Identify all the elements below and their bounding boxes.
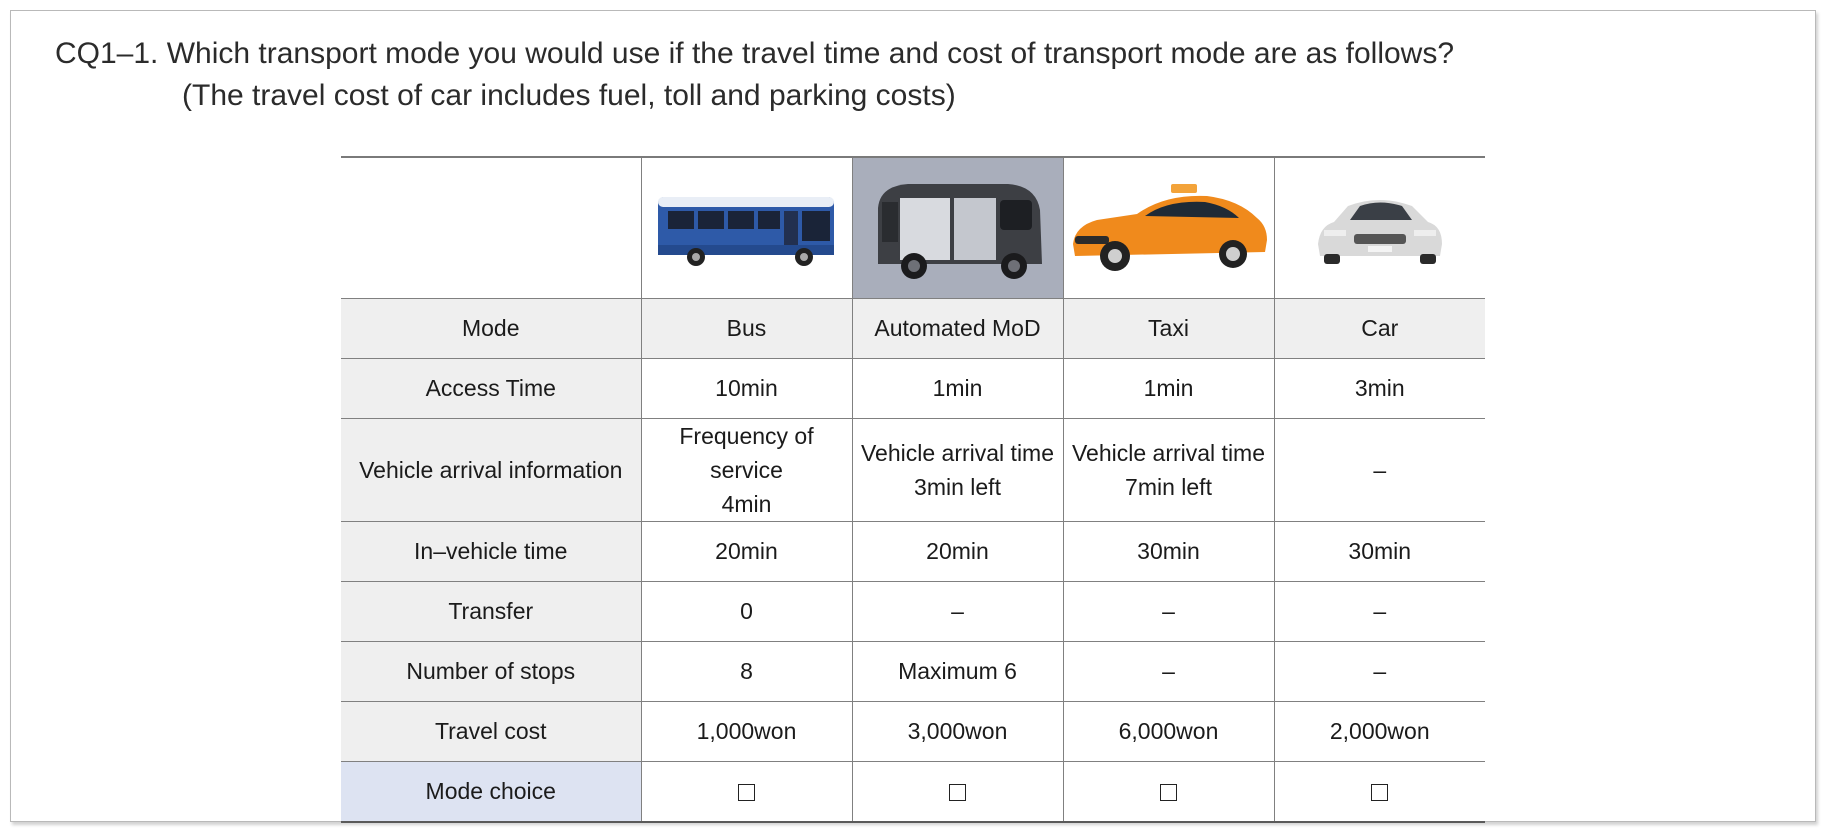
bus-image-cell	[641, 157, 852, 299]
arrival-info-bus	[641, 419, 852, 522]
travel-cost-label: Travel cost	[341, 702, 641, 762]
stops-automated-mod: Maximum 6	[852, 642, 1063, 702]
in-vehicle-time-bus: 20min	[641, 522, 852, 582]
choice-cell-car	[1274, 762, 1485, 823]
stops-label: Number of stops	[341, 642, 641, 702]
in-vehicle-time-label: In–vehicle time	[341, 522, 641, 582]
access-time-label: Access Time	[341, 359, 641, 419]
travel-cost-automated-mod: 3,000won	[852, 702, 1063, 762]
in-vehicle-time-taxi: 30min	[1063, 522, 1274, 582]
mode-header-row	[341, 299, 1485, 359]
transfer-car: –	[1274, 582, 1485, 642]
car-image	[1310, 186, 1450, 270]
access-time-row	[341, 359, 1485, 419]
taxi-image	[1067, 178, 1271, 278]
travel-cost-bus: 1,000won	[641, 702, 852, 762]
choice-checkbox-car[interactable]	[1371, 784, 1388, 801]
mode-choice-table	[341, 156, 1485, 823]
transfer-bus: 0	[641, 582, 852, 642]
taxi-image-cell	[1063, 157, 1274, 299]
travel-cost-row	[341, 702, 1485, 762]
arrival-info-label: Vehicle arrival information	[341, 419, 641, 522]
arrival-info-taxi-line2: 7min left	[1125, 474, 1212, 500]
access-time-car: 3min	[1274, 359, 1485, 419]
mode-name-taxi: Taxi	[1063, 299, 1274, 359]
transfer-row	[341, 582, 1485, 642]
choice-cell-taxi	[1063, 762, 1274, 823]
arrival-info-mod-line1: Vehicle arrival time	[860, 440, 1055, 466]
travel-cost-taxi: 6,000won	[1063, 702, 1274, 762]
mode-name-bus: Bus	[641, 299, 852, 359]
mode-name-car: Car	[1274, 299, 1485, 359]
choice-checkbox-bus[interactable]	[738, 784, 755, 801]
stops-row	[341, 642, 1485, 702]
choice-cell-automated-mod	[852, 762, 1063, 823]
in-vehicle-time-car: 30min	[1274, 522, 1485, 582]
automated-mod-image	[858, 168, 1058, 288]
arrival-info-bus-line1: Frequency of service	[679, 423, 814, 483]
vehicle-image-row	[341, 157, 1485, 299]
arrival-info-taxi-line1: Vehicle arrival time	[1071, 440, 1266, 466]
arrival-info-automated-mod	[852, 419, 1063, 522]
transfer-label: Transfer	[341, 582, 641, 642]
transfer-taxi: –	[1063, 582, 1274, 642]
mode-choice-label: Mode choice	[341, 762, 641, 823]
bus-image	[654, 183, 840, 273]
transfer-automated-mod: –	[852, 582, 1063, 642]
access-time-taxi: 1min	[1063, 359, 1274, 419]
choice-cell-bus	[641, 762, 852, 823]
choice-checkbox-taxi[interactable]	[1160, 784, 1177, 801]
in-vehicle-time-automated-mod: 20min	[852, 522, 1063, 582]
arrival-info-taxi	[1063, 419, 1274, 522]
access-time-bus: 10min	[641, 359, 852, 419]
mode-header-label: Mode	[341, 299, 641, 359]
automated-mod-image-cell	[852, 157, 1063, 299]
in-vehicle-time-row	[341, 522, 1485, 582]
car-image-cell	[1274, 157, 1485, 299]
arrival-info-bus-line2: 4min	[721, 491, 772, 517]
arrival-info-row	[341, 419, 1485, 522]
question-line-2: (The travel cost of car includes fuel, toll and parking costs)	[182, 79, 956, 112]
question-text	[55, 33, 1454, 117]
mode-name-automated-mod: Automated MoD	[852, 299, 1063, 359]
arrival-info-car: –	[1274, 419, 1485, 522]
arrival-info-mod-line2: 3min left	[914, 474, 1001, 500]
stops-taxi: –	[1063, 642, 1274, 702]
stops-car: –	[1274, 642, 1485, 702]
mode-choice-row	[341, 762, 1485, 823]
travel-cost-car: 2,000won	[1274, 702, 1485, 762]
access-time-automated-mod: 1min	[852, 359, 1063, 419]
stops-bus: 8	[641, 642, 852, 702]
empty-corner-cell	[341, 157, 641, 299]
question-line-1: CQ1–1. Which transport mode you would use if the travel time and cost of transport mode are as follows?	[55, 37, 1455, 70]
choice-checkbox-automated-mod[interactable]	[949, 784, 966, 801]
survey-page	[10, 10, 1816, 822]
